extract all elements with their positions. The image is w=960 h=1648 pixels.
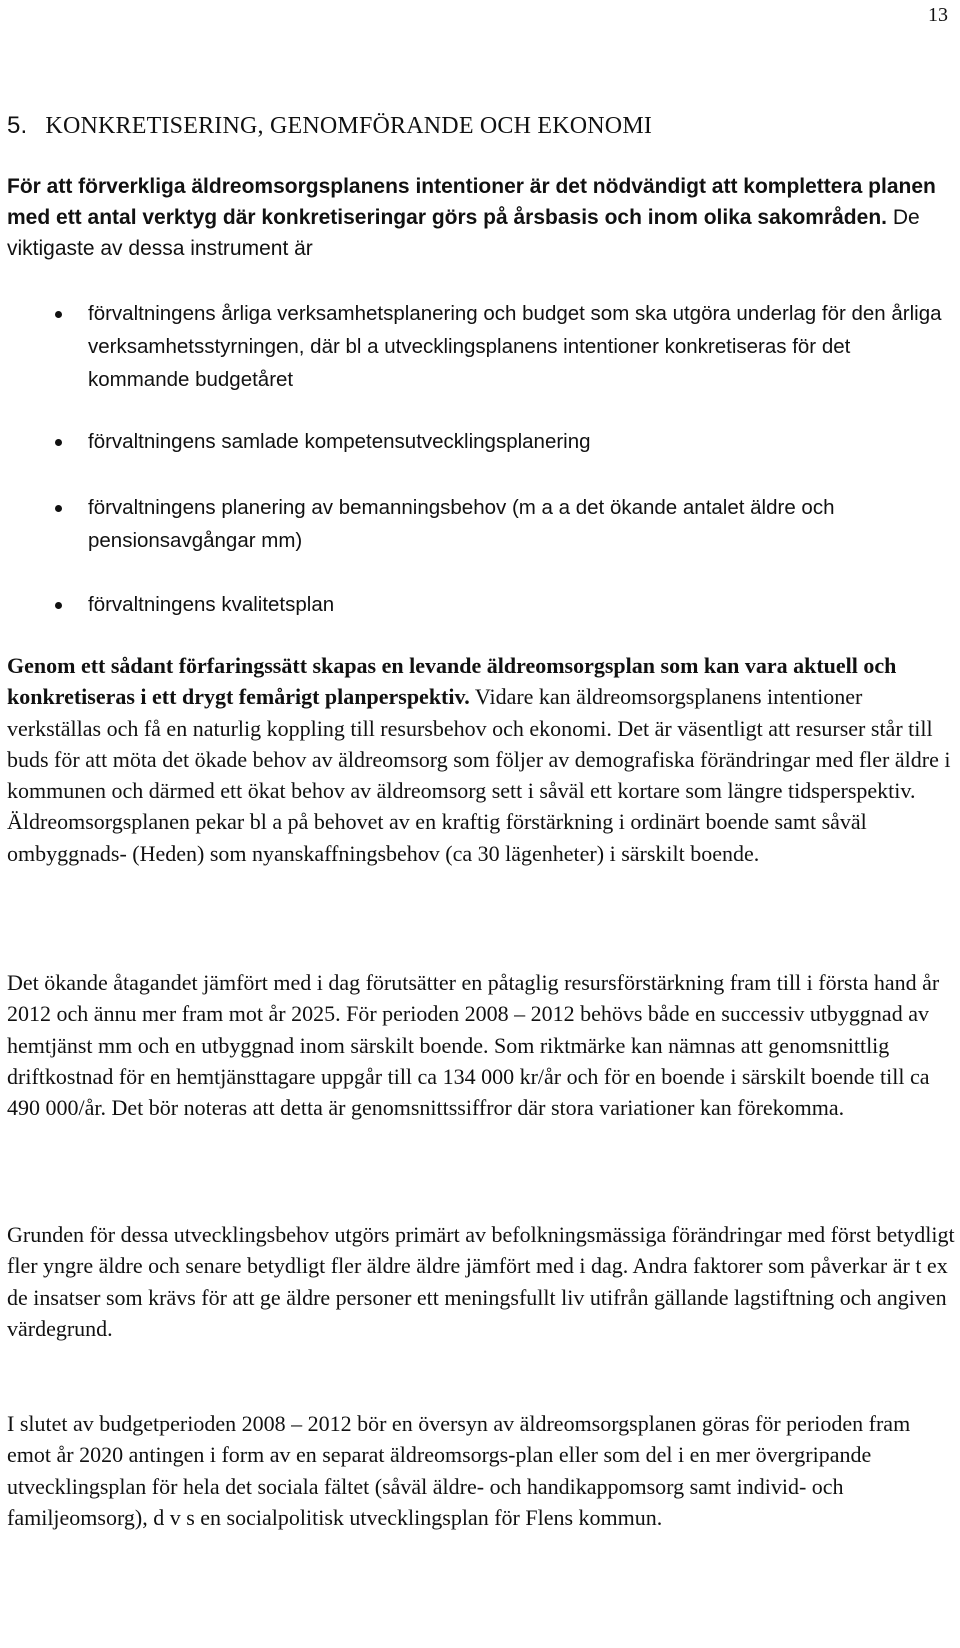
bullet-icon [55, 439, 62, 446]
intro-paragraph [7, 171, 952, 264]
list-item-text: förvaltningens årliga verksamhetsplanering och budget som ska utgöra underlag för den årliga verksamhetsstyrningen, där bl a utvecklingsplanens intentioner konkretiseras för det kommande budgetåret [88, 302, 942, 391]
page-number: 13 [928, 4, 948, 26]
list-item-text: förvaltningens samlade kompetensutvecklingsplanering [88, 430, 591, 453]
section-heading [7, 112, 947, 140]
intro-normal-text: De viktigaste av dessa instrument är [7, 206, 920, 260]
paragraph-genom-text: Vidare kan äldreomsorgsplanens intentioner verkställas och få en naturlig koppling till resursbehov och ekonomi. Det är väsentligt att resurser står till buds för att möta det ökade behov av äldreomsorg som följer av demografiska förändringar med fler äldre i kommunen och därmed ett ökat behov av äldreomsorg sett i såväl ett kortare som längre tidsperspektiv. Äldreomsorgsplanen pekar bl a på behovet av en kraftig förstärkning i ordinärt boende samt såväl ombyggnads- (Heden) som nyanskaffningsbehov (ca 30 lägenheter) i särskilt boende. [7, 684, 951, 866]
paragraph-genom [7, 650, 955, 869]
paragraph-slutet: I slutet av budgetperioden 2008 – 2012 bör en översyn av äldreomsorgsplanen göras för perioden fram emot år 2020 antingen i form av en separat äldreomsorgs-plan eller som del i en mer övergripande utvecklingsplan för hela det sociala fältet (såväl äldre- och handikappomsorg samt individ- och familjeomsorg), d v s en socialpolitisk utvecklingsplan för Flens kommun. [7, 1411, 911, 1530]
bullet-icon [55, 505, 62, 512]
bullet-icon [55, 311, 62, 318]
paragraph-okande: Det ökande åtagandet jämfört med i dag förutsätter en påtaglig resursförstärkning fram till i första hand år 2012 och ännu mer fram mot år 2025. För perioden 2008 – 2012 behövs både en successiv utbyggnad av hemtjänst mm och en utbyggnad inom särskilt boende. Som riktmärke kan nämnas att genomsnittlig driftkostnad för en hemtjänsttagare uppgår till ca 134 000 kr/år och för en boende i särskilt boende till ca 490 000/år. Det bör noteras att detta är genomsnittssiffror där stora variationer kan förekomma. [7, 970, 940, 1121]
section-number: 5. [7, 112, 28, 139]
paragraph-genom-bold: Genom ett sådant förfaringssätt skapas en levande äldreomsorgsplan som kan vara aktuell och konkretiseras i ett drygt femårigt planperspektiv. [7, 653, 897, 710]
bullet-icon [55, 602, 62, 609]
section-title: KONKRETISERING, GENOMFÖRANDE OCH EKONOMI [45, 113, 653, 139]
paragraph-grunden: Grunden för dessa utvecklingsbehov utgörs primärt av befolkningsmässiga förändringar med först betydligt fler yngre äldre och senare betydligt fler äldre äldre jämfört med i dag. Andra faktorer som påverkar är t ex de insatser som krävs för att ge äldre personer ett meningsfullt liv utifrån gällande lagstiftning och angiven värdegrund. [7, 1222, 955, 1341]
list-item-text: förvaltningens planering av bemanningsbehov (m a a det ökande antalet äldre och pensionsavgångar mm) [88, 496, 835, 552]
list-item-text: förvaltningens kvalitetsplan [88, 593, 335, 616]
intro-bold-text: För att förverkliga äldreomsorgsplanens intentioner är det nödvändigt att komplettera planen med ett antal verktyg där konkretiseringar görs på årsbasis och inom olika sakområden. [7, 175, 936, 229]
